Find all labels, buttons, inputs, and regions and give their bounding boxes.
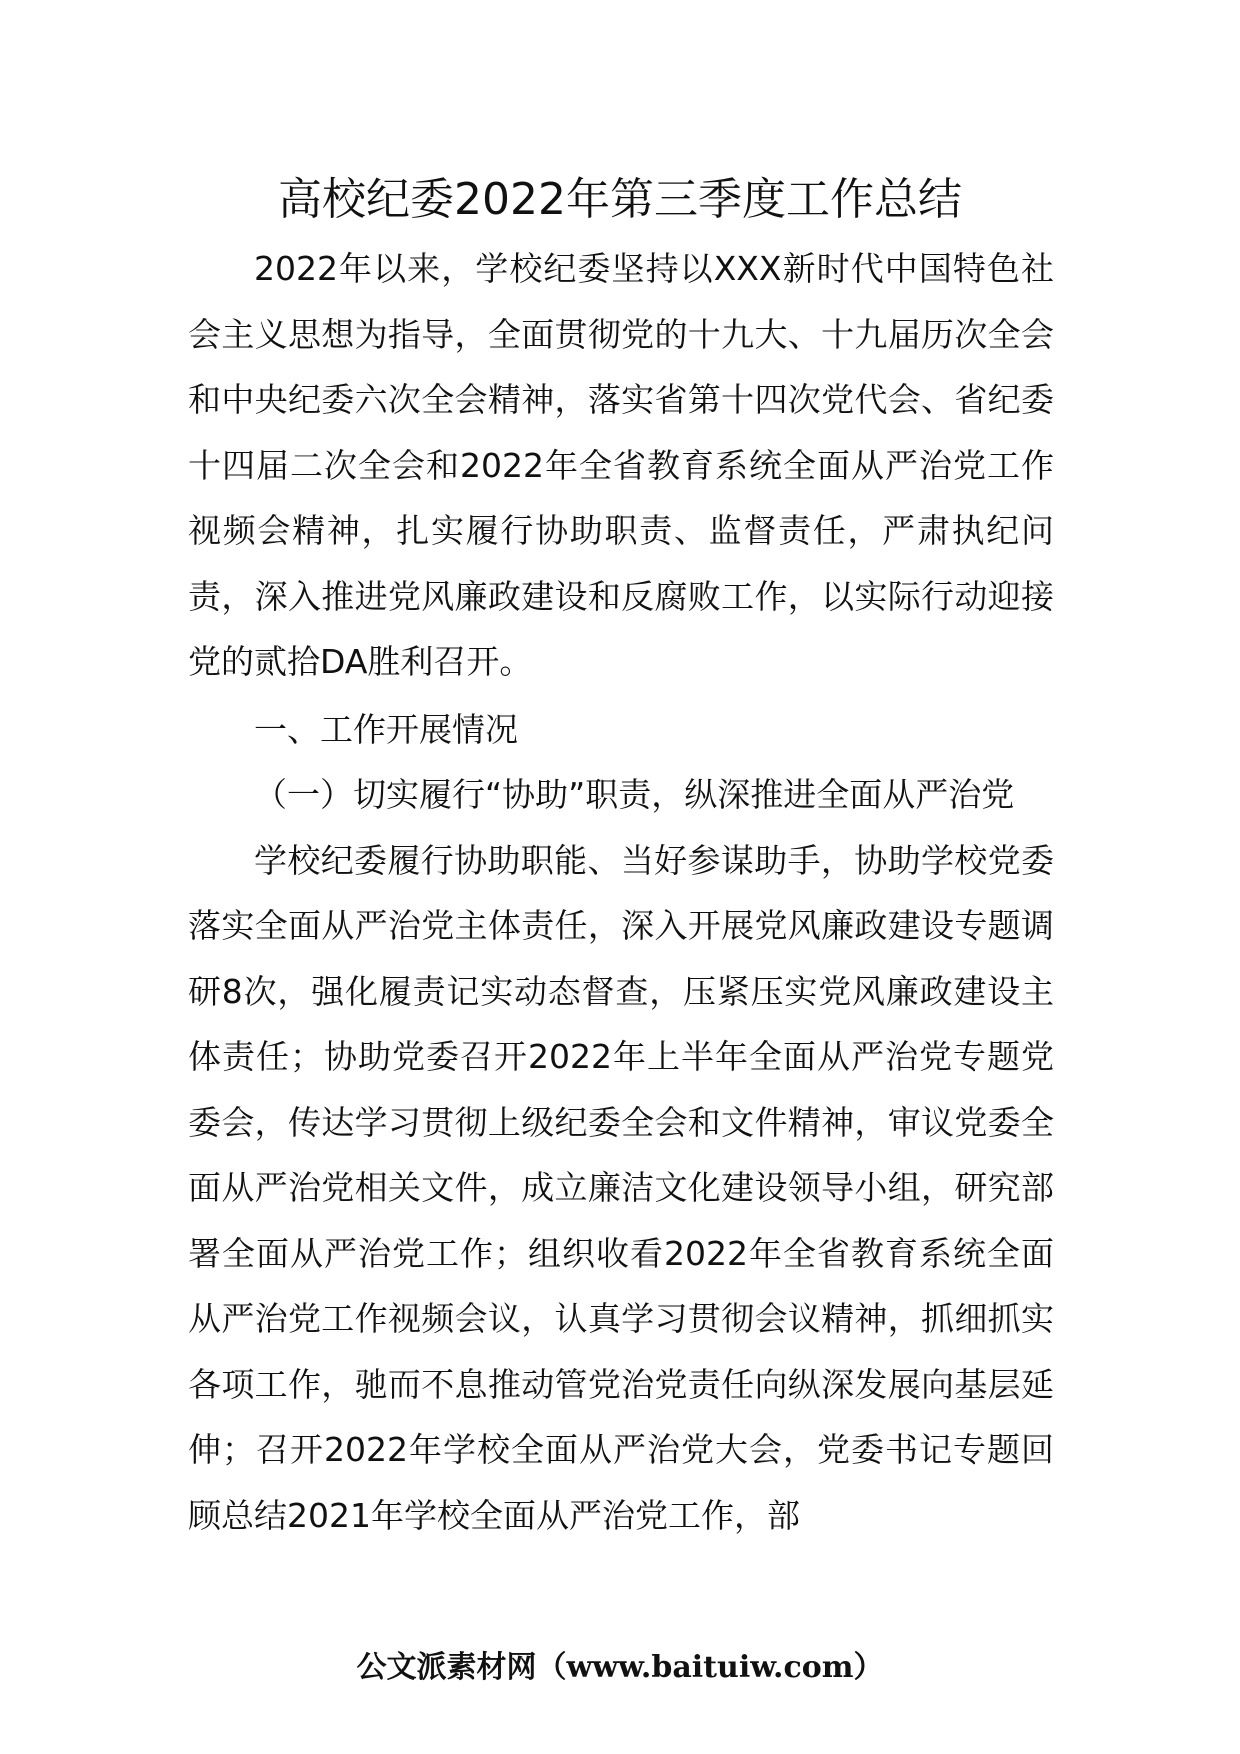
footer-watermark: 公文派素材网（www.baituiw.com） bbox=[356, 1650, 884, 1685]
intro-paragraph: 2022年以来，学校纪委坚持以XXX新时代中国特色社会主义思想为指导，全面贯彻党的十九大、十九届历次全会和中央纪委六次全会精神，落实省第十四次党代会、省纪委十四届二次全会和2022年全省教育系统全面从严治党工作视频会精神，扎实履行协助职责、监督责任，严肃执纪问责，深入推进党风廉政建设和反腐败工作，以实际行动迎接党的贰拾DA胜利召开。 bbox=[188, 249, 1054, 681]
body-paragraph: 学校纪委履行协助职能、当好参谋助手，协助学校党委落实全面从严治党主体责任，深入开展党风廉政建设专题调研8次，强化履责记实动态督查，压紧压实党风廉政建设主体责任；协助党委召开2022年上半年全面从严治党专题党委会，传达学习贯彻上级纪委全会和文件精神，审议党委全面从严治党相关文件，成立廉洁文化建设领导小组，研究部署全面从严治党工作；组织收看2022年全省教育系统全面从严治党工作视频会议，认真学习贯彻会议精神，抓细抓实各项工作，驰而不息推动管党治党责任向纵深发展向基层延伸；召开2022年学校全面从严治党大会，党委书记专题回顾总结2021年学校全面从严治党工作，部 bbox=[188, 840, 1054, 1535]
subsection-heading: （一）切实履行“协助”职责，纵深推进全面从严治党 bbox=[254, 775, 1015, 814]
document-body bbox=[188, 236, 1054, 1548]
document-title: 高校纪委2022年第三季度工作总结 bbox=[278, 174, 962, 225]
section-heading: 一、工作开展情况 bbox=[254, 709, 518, 749]
